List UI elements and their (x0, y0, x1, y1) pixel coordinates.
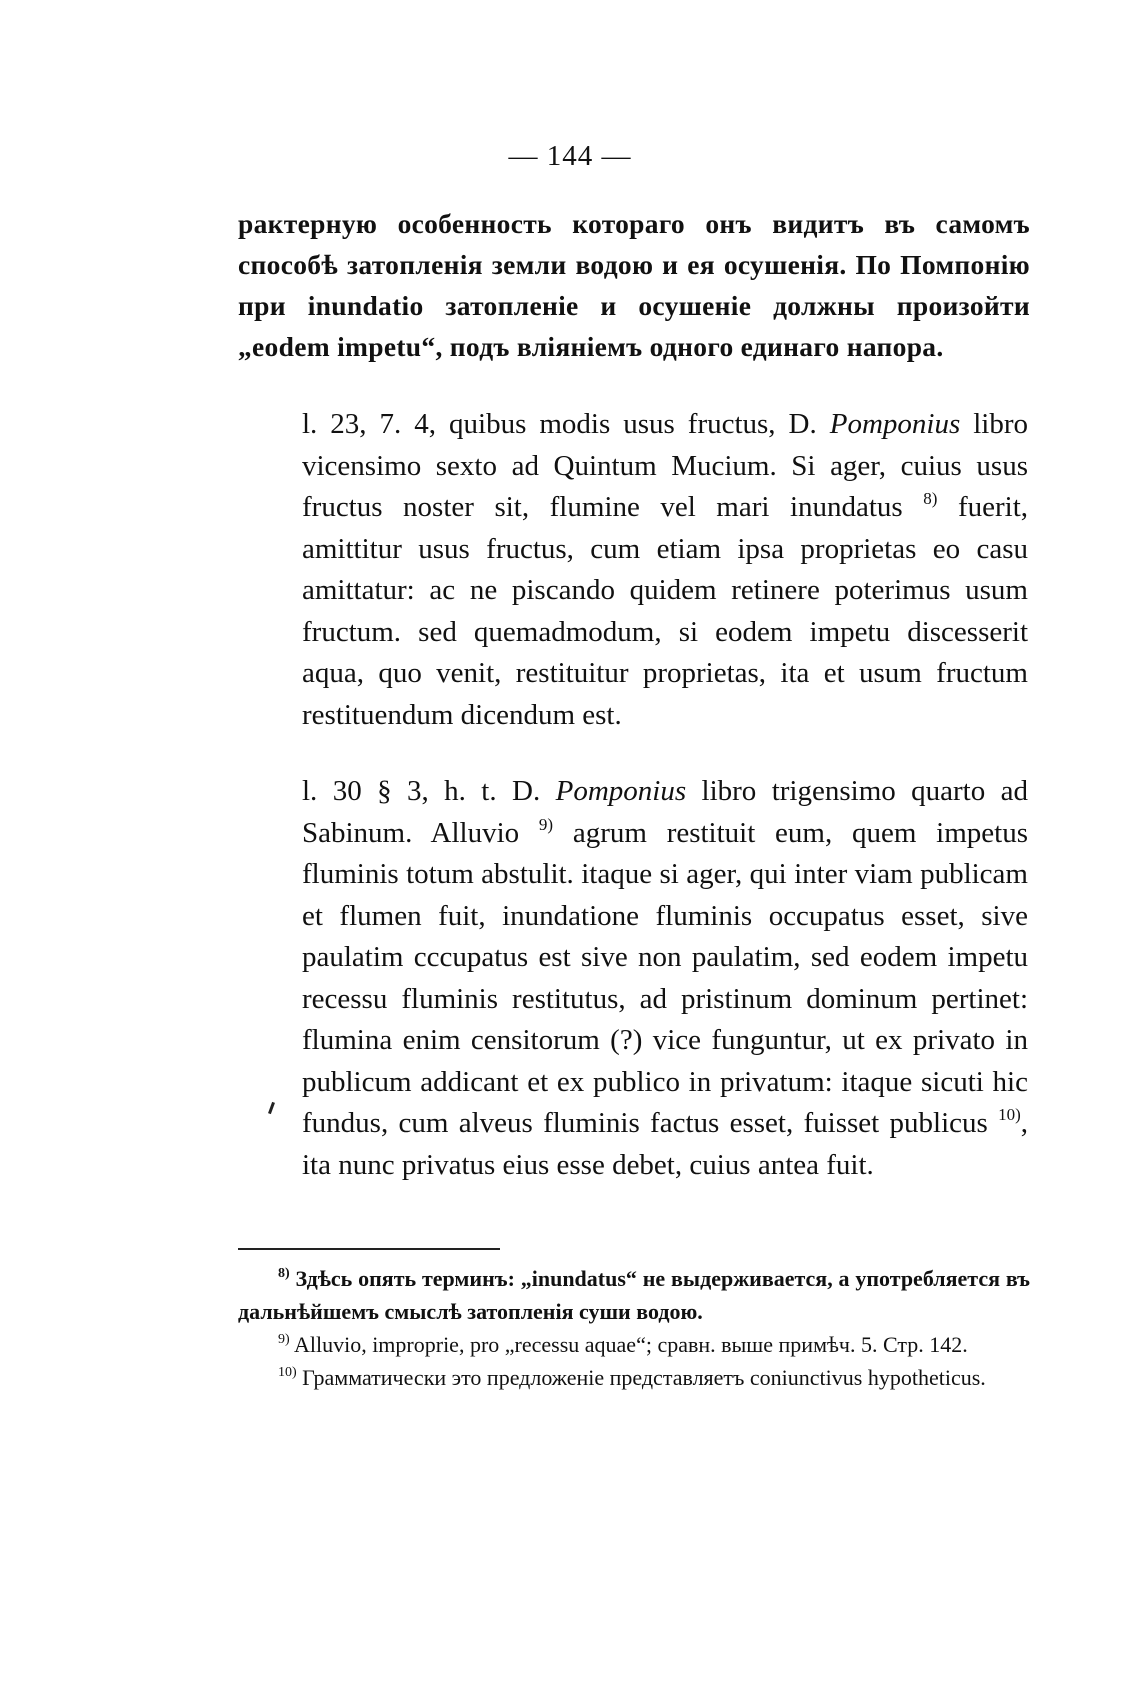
citation-reference: l. 23, 7. 4, quibus modis usus fructus, D. (302, 408, 817, 440)
footnotes (238, 1262, 1030, 1394)
citation-text: fuerit, amittitur usus fructus, cum etiam ipsa proprietas eo casu amittatur: ac ne piscando quidem retinere poterimus usum fructum. sed quemadmodum, si eodem impetu discesserit aqua, quo venit, restituitur proprietas, ita et usum fructum restituendum dicendum est. (302, 491, 1029, 731)
intro-paragraph: рактерную особенность котораго онъ видитъ въ самомъ способѣ затопленія земли водою и ея осушенія. По Помпонію при inundatio затопленіе и осушеніе должны произойти „eodem impetu“, подъ вліяніемъ одного единаго напора. (238, 208, 1030, 362)
footnote-divider (238, 1248, 500, 1250)
footnote-8 (238, 1262, 1030, 1328)
citation-author: Pomponius (829, 408, 961, 440)
citation-reference: l. 30 § 3, h. t. D. (302, 775, 541, 807)
footnote-10 (238, 1361, 1030, 1394)
citation-author: Pomponius (555, 775, 687, 807)
footnote-text: Здѣсь опять терминъ: „inundatus“ не выдерживается, а употребляется въ дальнѣйшемъ смыслѣ затопленія суши водою. (238, 1266, 1031, 1324)
citation-text: , ita nunc privatus eius esse debet, cuius antea fuit. (302, 1107, 1028, 1181)
footnote-mark: 8) (278, 1266, 290, 1281)
citation-pomponius-vicensimo (302, 404, 1028, 736)
footnote-mark: 10) (278, 1365, 297, 1380)
citation-text: libro trigensimo quarto ad Sabinum. Alluvio (302, 775, 1029, 849)
citation-text: agrum restituit eum, quem impetus fluminis totum abstulit. itaque si ager, qui inter viam publicam et flumen fuit, inundatione fluminis occupatus esset, sive paulatim cccupatus est sive non paulatim, sed eodem impetu recessu fluminis restitutus, ad pristinum dominum pertinet: flumina enim censitorum (?) vice funguntur, ut ex privato in publicum addicant et ex publico in privatum: itaque sicuti hic fundus, cum alveus fluminis factus esset, fuisset publicus (302, 816, 1029, 1139)
footnote-mark: 9) (278, 1332, 290, 1347)
footnote-ref: 10) (998, 1105, 1021, 1124)
footnote-text: Грамматически это предложеніе представляетъ coniunctivus hypotheticus. (302, 1365, 986, 1390)
footnote-ref: 8) (923, 489, 938, 508)
footnote-ref: 9) (538, 814, 554, 834)
footnote-9 (238, 1328, 1030, 1361)
citation-text: libro vicensimo sexto ad Quintum Mucium. Si ager, cuius usus fructus noster sit, flumine vel mari inundatus (302, 408, 1029, 523)
page-number: — 144 — (508, 140, 632, 172)
footnote-text: Alluvio, improprie, pro „recessu aquae“; сравн. выше примѣч. 5. Стр. 142. (293, 1332, 968, 1357)
citation-pomponius-trigensimo (302, 771, 1028, 1186)
stray-ink-mark (268, 1102, 275, 1114)
